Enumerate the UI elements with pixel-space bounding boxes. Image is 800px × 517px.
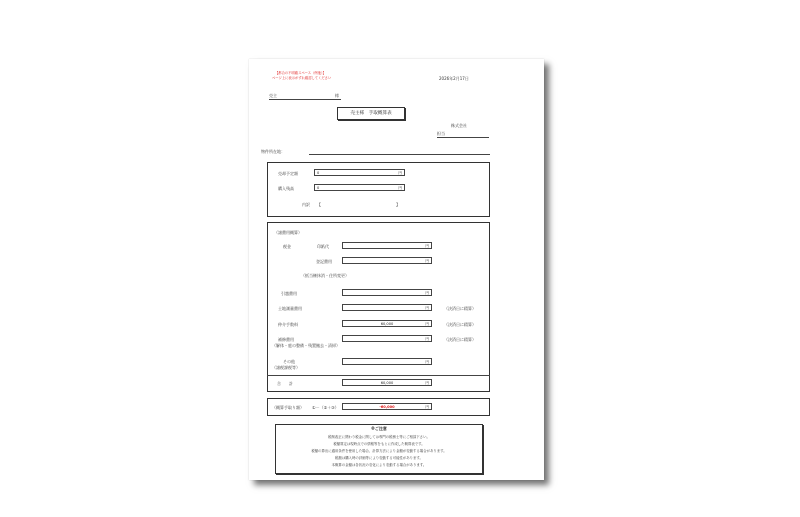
registration-label: 登記費用 [316, 259, 332, 264]
stamp-field[interactable] [342, 242, 432, 249]
demolition-settled-note: （決済日に精算） [444, 306, 476, 311]
repair-field[interactable] [342, 335, 432, 342]
company-name: 株式会社 [451, 123, 467, 128]
purchase-price-unit: 円 [398, 186, 402, 190]
total-divider [267, 375, 490, 376]
registration-unit: 円 [425, 259, 429, 263]
repair-unit: 円 [425, 337, 429, 341]
sale-price-field[interactable] [314, 169, 405, 176]
demolition-unit: 円 [425, 306, 429, 310]
commission-label: 仲介手数料 [278, 322, 298, 327]
notes-line: 税額算定は現時点での情報等をもとに作成した概算表です。 [333, 442, 425, 446]
commission-unit: 円 [425, 322, 429, 326]
repair-sub-label: （解体・庭の整備・残置撤去・清掃） [272, 343, 340, 348]
moving-label: 引越費用 [281, 291, 297, 296]
commission-value: 60,000 [380, 322, 394, 326]
purchase-price-value: 0 [317, 186, 320, 190]
purchase-price-field[interactable] [314, 184, 405, 191]
company-staff: 担当 [437, 131, 445, 136]
document-page [249, 59, 544, 480]
result-formula: ①－（②＋③） [312, 405, 339, 410]
company-underline [437, 137, 489, 138]
sale-price-unit: 円 [398, 171, 402, 175]
commission-field[interactable] [342, 320, 432, 327]
moving-field[interactable] [342, 289, 432, 296]
commission-settled-note: （決済日に精算） [444, 322, 476, 327]
total-field[interactable] [342, 379, 432, 386]
demolition-label: 土地測量費用 [278, 306, 302, 311]
property-label: 物件所在地： [261, 149, 285, 154]
demolition-field[interactable] [342, 304, 432, 311]
other-unit: 円 [425, 360, 429, 364]
repair-settled-note: （決済日に精算） [444, 337, 476, 342]
breakdown-bracket-close: 】 [396, 202, 400, 207]
repair-label: 補修費用 [278, 337, 294, 342]
other-label: その他 [283, 359, 295, 364]
header-note-1: 【都合の不明確スペース（例他）】 [275, 71, 326, 75]
other-sub-label: （諸税課税等） [272, 365, 300, 370]
breakdown-label: 内訳 [302, 202, 310, 207]
moving-unit: 円 [425, 291, 429, 295]
result-unit: 円 [425, 405, 429, 409]
other-field[interactable] [342, 358, 432, 365]
notes-line: 税制改正に関わり税金に関しては専門の税務士等にご相談下さい。 [328, 435, 430, 439]
total-label: 合 計 [277, 381, 293, 386]
recipient-underline [269, 99, 341, 100]
sale-price-label: 売却予定額 [278, 171, 298, 176]
notes-line: 税額は購入時の評価等により変動する可能性があります。 [335, 456, 423, 460]
notes-line: 本概算の金額は各状況の変化により変動する場合があります。 [331, 463, 427, 467]
tax-label: 税金 [283, 244, 291, 249]
notes-box [275, 424, 483, 474]
registration-field[interactable] [342, 257, 432, 264]
result-label: （概算手取り額） [272, 405, 304, 410]
notes-line: 税額の算出に適用条件を使用した場合、計算方法により金額が変動する場合があります。 [311, 449, 447, 453]
notes-heading: ※ご注意 [371, 426, 387, 431]
result-field[interactable] [342, 403, 432, 410]
result-value: -60,000 [379, 405, 395, 409]
stamp-label: 印紙代 [317, 244, 329, 249]
total-value: 60,000 [380, 381, 394, 385]
total-unit: 円 [425, 381, 429, 385]
recipient-name: 売主 [269, 93, 277, 98]
document-date: 2026年2月17日 [439, 76, 469, 81]
breakdown-bracket-open: 【 [317, 202, 321, 207]
registration-note: （抵当権抹消・住所変更） [301, 273, 349, 278]
property-underline [309, 154, 490, 155]
recipient-honorific: 様 [335, 93, 339, 98]
header-note-2: ページ上に表示がずれ確認してください [272, 76, 332, 80]
stamp-unit: 円 [425, 244, 429, 248]
document-title: 売主様 手取概算表 [337, 107, 405, 120]
sale-price-value: 0 [317, 171, 320, 175]
expenses-heading: （諸費用概算） [274, 230, 302, 235]
purchase-price-label: 購入残高 [278, 186, 294, 191]
